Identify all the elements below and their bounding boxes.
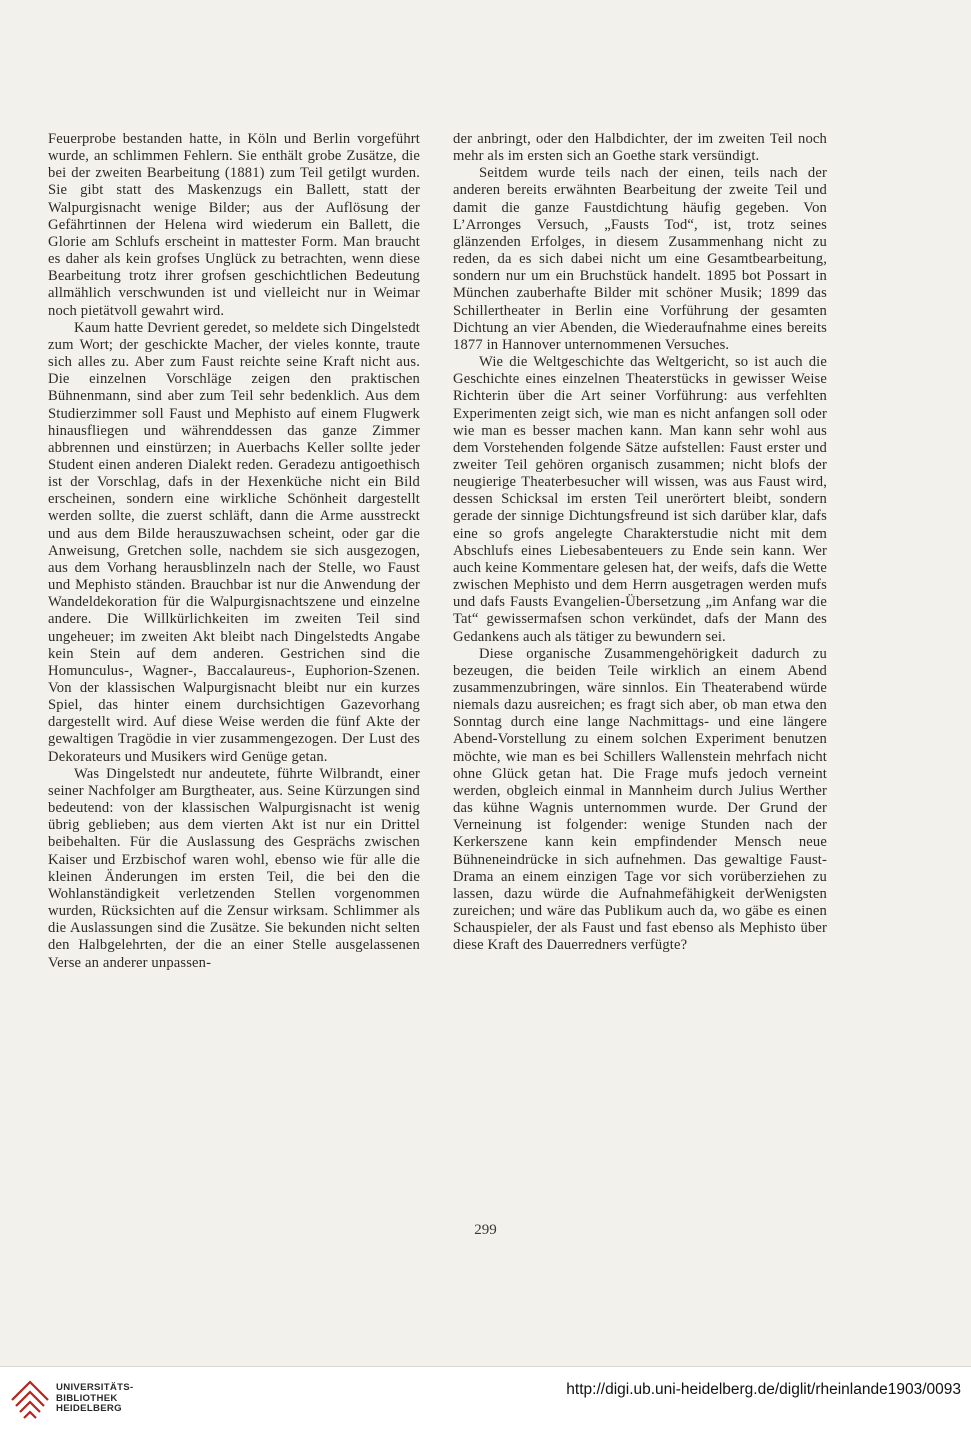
paragraph: Feuerprobe bestanden hatte, in Köln und Berlin vorgeführt wurde, an schlimmen Fehlern. Sie enthält grobe Zusätze, die bei der zweiten Bearbeitung (1881) zum Teil getilgt wurden. Sie gibt statt des Maskenzugs ein Ballett, statt der Walpurgisnacht wenige Bilder; aus der Auflösung der Gefährtinnen der Helena wird wiederum ein Ballett, die Glorie am Schlufs erscheint in mattester Form. Man braucht es daher als kein grofses Unglück zu betrachten, wenn diese Bearbeitung trotz ihrer grofsen geschichtlichen Bedeutung allmählich verschwunden ist und vielleicht nur in Weimar noch pietätvoll gewahrt wird. xyxy=(48,131,420,319)
institution-line: HEIDELBERG xyxy=(56,1403,122,1414)
page-number: 299 xyxy=(474,1222,497,1238)
library-footer xyxy=(0,1366,971,1436)
left-text-column xyxy=(48,131,420,972)
paragraph: Kaum hatte Devrient geredet, so meldete sich Dingelstedt zum Wort; der geschickte Macher, der vieles konnte, traute sich alles zu. Aber zum Faust reichte seine Kraft nicht aus. Die einzelnen Vorschläge zeigen den praktischen Bühnenmann, sind aber zum Teil sehr bedenklich. Aus dem Studierzimmer soll Faust und Mephisto auf einem Flugwerk hinausfliegen und währenddessen das ganze Zimmer abbrennen und einstürzen; in Auerbachs Keller sollte jeder Student einen anderen Dialekt reden. Geradezu antigoethisch ist der Vorschlag, dafs in der Hexenküche nicht ein Bild erscheinen, sondern eine wirkliche Schönheit dargestellt werden sollte, die zuerst schläft, dann die Arme ausstreckt und aus dem Bilde herauszuwachsen scheint, oder gar die Anweisung, Gretchen solle, nachdem sie sich ausgezogen, aus dem Vorhang herausblinzeln nach der Stelle, wo Faust und Mephisto ständen. Brauchbar ist nur die Anwendung der Wandeldekoration für die Walpurgisnachtszene und einzelne andere. Die Willkürlichkeiten im zweiten Teil sind ungeheuer; im zweiten Akt bleibt nach Dingelstedts Angabe kein Stein auf dem anderen. Gestrichen sind die Homunculus-, Wagner-, Baccalaureus-, Euphorion-Szenen. Von der klassischen Walpurgisnacht bleibt nur ein kurzes Spiel, das hinter einem durchsichtigen Gazevorhang dargestellt wird. Auf diese Weise werden die fünf Akte der gewaltigen Tragödie in vier zusammengezogen. Der Lust des Dekorateurs und Musikers wird Genüge getan. xyxy=(48,319,420,765)
institution-name xyxy=(56,1383,133,1415)
right-text-column xyxy=(453,131,827,955)
paragraph: Was Dingelstedt nur andeutete, führte Wilbrandt, einer seiner Nachfolger am Burgtheater, aus. Seine Kürzungen sind bedeutend: von der klassischen Walpurgisnacht ist wenig übrig geblieben; aus dem vierten Akt ist nur ein Drittel beibehalten. Für die Auslassung des Gesprächs zwischen Kaiser und Erzbischof waren wohl, ebenso wie für alle die kleinen Änderungen im ersten Teil, die bei den die Wohlanständigkeit verletzenden Stellen vorgenommen wurden, Rücksichten auf die Zensur wirksam. Schlimmer als die Auslassungen sind die Zusätze. Sie bekunden nicht selten den Halbgelehrten, der die an einer Stelle ausgelassenen Verse an anderer unpassen- xyxy=(48,765,420,971)
paragraph: Wie die Weltgeschichte das Weltgericht, so ist auch die Geschichte eines einzelnen Theaterstücks in gewisser Weise Richterin über die Art seiner Vorführung: aus verfehlten Experimenten zeigt sich, wie man es nicht anfangen soll oder wie man es besser machen kann. Man kann sehr wohl aus dem Vorstehenden folgende Sätze aufstellen: Faust erster und zweiter Teil gehören organisch zusammen; nicht blofs der neugierige Theaterbesucher will wissen, was aus Faust wird, dessen Schicksal im ersten Teil unerörtert bleibt, sondern gerade der sinnige Dichtungsfreund ist sich darüber klar, dafs eine so grofs angelegte Charakterstudie nicht mit dem Abschlufs eines Liebesabenteuers zu Ende sein kann. Wer auch keine Kommentare gelesen hat, der weifs, dafs die Wette zwischen Mephisto und dem Herrn ausgetragen werden mufs und dafs Fausts Evangelien-Übersetzung „im Anfang war die Tat“ gewissermafsen schon verkündet, dafs der Mann des Gedankens auch als tätiger zu bewundern sei. xyxy=(453,354,827,645)
institution-line: BIBLIOTHEK xyxy=(56,1392,118,1404)
university-library-logo-icon xyxy=(8,1376,52,1426)
permalink-url[interactable]: http://digi.ub.uni-heidelberg.de/diglit/rheinlande1903/0093 xyxy=(566,1381,961,1398)
paragraph: Seitdem wurde teils nach der einen, teils nach der anderen bereits erwähnten Bearbeitung der zweite Teil und damit die ganze Faustdichtung häufig gegeben. Von L’Arronges Versuch, „Fausts Tod“, ist, trotz seines glänzenden Erfolges, in diesem Zusammenhang nicht zu reden, da es sich dabei nicht um eine Gesamtbearbeitung, sondern nur um ein Bruchstück handelt. 1895 bot Possart in München zauberhafte Bilder mit schöner Musik; 1899 das Schillertheater in Berlin eine Vorführung der gesamten Dichtung an vier Abenden, die Wiederaufnahme eines bereits 1877 in Hannover unternommenen Versuches. xyxy=(453,165,827,353)
paragraph: der anbringt, oder den Halbdichter, der im zweiten Teil noch mehr als im ersten sich an Goethe stark versündigt. xyxy=(453,131,827,165)
institution-line: UNIVERSITÄTS- xyxy=(56,1382,134,1393)
paragraph: Diese organische Zusammengehörigkeit dadurch zu bezeugen, die beiden Teile wirklich an einem Abend zusammenzubringen, wäre sinnlos. Ein Theaterabend würde niemals dazu ausreichen; es fragt sich aber, ob man etwa den Sonntag durch eine lange Nachmittags- und eine längere Abend-Vorstellung zu einem solchen Experiment benutzen möchte, wie man es bei Schillers Wallenstein mehrfach nicht ohne Glück getan hat. Die Frage mufs jedoch verneint werden, obgleich einmal in Mannheim durch Julius Werther das kühne Wagnis unternommen wurde. Der Grund der Verneinung ist folgender: wenige Stunden nach der Kerkerszene kann kein empfindender Mensch neue Bühneneindrücke in sich aufnehmen. Das gewaltige Faust-Drama an einem einzigen Tage vor sich vorüberziehen zu lassen, dazu würde die Aufnahmefähigkeit derWenigsten zureichen; und wäre das Publikum auch da, wo gäbe es einen Schauspieler, der als Faust und fast ebenso als Mephisto über diese Kraft des Dauerredners verfügte? xyxy=(453,645,827,954)
